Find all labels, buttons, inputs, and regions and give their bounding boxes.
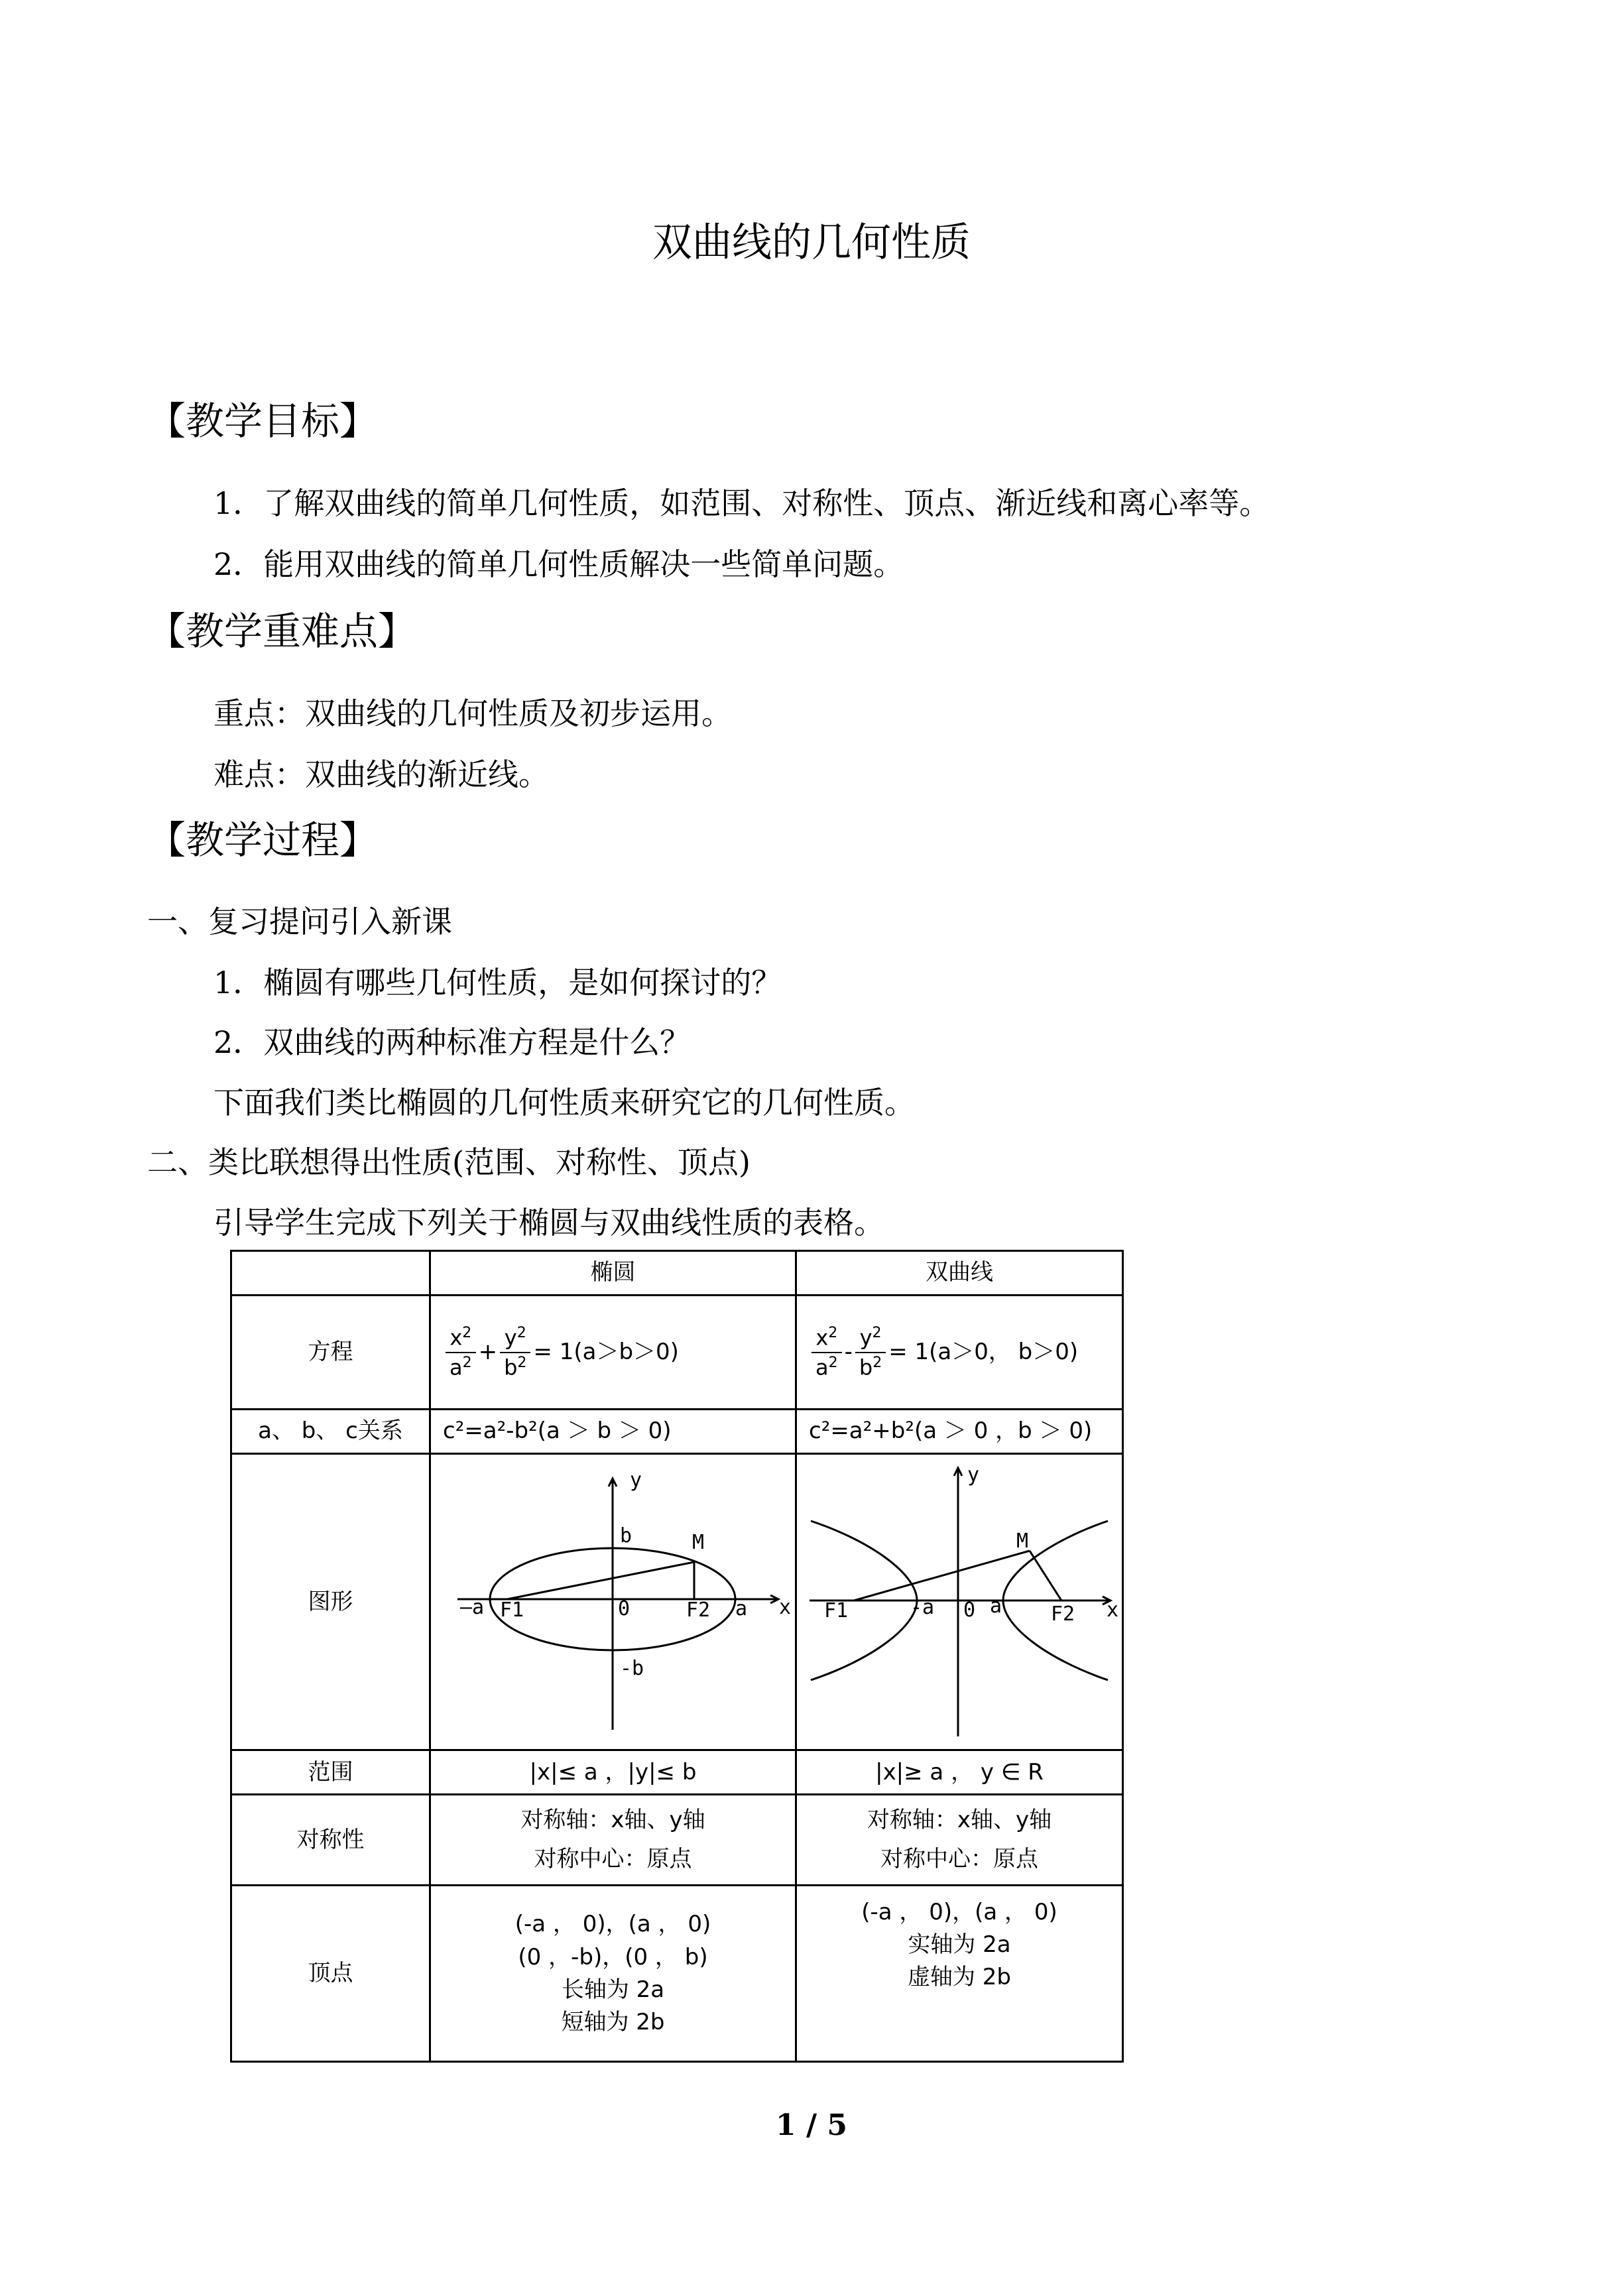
hyperbola-equation: $\frac{x^2}{a^2}$ - $\frac{y^2}{b^2}$ = 1(a＞0， b＞0) xyxy=(796,1296,1123,1410)
difficult-point: 难点：双曲线的渐近线。 xyxy=(213,756,549,792)
symmetry-center: 对称中心：原点 xyxy=(534,1846,692,1873)
f1-label: F1 xyxy=(824,1599,849,1622)
vertex-line: (0 ，-b)，(0 ， b) xyxy=(518,1943,708,1970)
origin-label: 0 xyxy=(618,1597,631,1620)
hyperbola-relation: c²=a²+b²(a ＞ 0 ，b ＞ 0) xyxy=(796,1410,1123,1454)
question-1: 1．椭圆有哪些几何性质，是如何探讨的？ xyxy=(213,965,782,1000)
hyperbola-vertex xyxy=(796,1886,1123,2062)
focal-radius-2 xyxy=(1030,1551,1061,1601)
section-heading-goals: 【教学目标】 xyxy=(147,398,379,444)
row-label-vertex: 顶点 xyxy=(231,1886,430,2062)
goal-item-2: 2．能用双曲线的简单几何性质解决一些简单问题。 xyxy=(213,546,904,582)
ellipse-equation: $\frac{x^2}{a^2}$ + $\frac{y^2}{b^2}$ = 1(a＞b＞0) xyxy=(430,1296,796,1410)
focal-radius-1 xyxy=(507,1562,694,1599)
vertex-line: 长轴为 2a xyxy=(561,1976,665,2003)
neg-b-label: -b xyxy=(620,1657,644,1680)
vertex-line: 实轴为 2a xyxy=(908,1931,1011,1959)
f2-label: F2 xyxy=(1051,1602,1075,1626)
ellipse-vertex xyxy=(430,1886,796,2062)
ellipse-range: |x|≤ a ，|y|≤ b xyxy=(430,1750,796,1795)
page-title: 双曲线的几何性质 xyxy=(652,219,971,266)
row-label-equation: 方程 xyxy=(231,1296,430,1410)
row-label-symmetry: 对称性 xyxy=(231,1795,430,1886)
comparison-table xyxy=(230,1250,1124,2063)
table-row-graph xyxy=(231,1454,1123,1750)
neg-a-label: -a xyxy=(910,1596,935,1619)
y-label: y xyxy=(967,1463,980,1486)
vertex-line: (-a ， 0)，(a ， 0) xyxy=(514,1911,711,1938)
header-empty xyxy=(231,1251,430,1296)
ellipse-symmetry xyxy=(430,1795,796,1886)
intro-text: 下面我们类比椭圆的几何性质来研究它的几何性质。 xyxy=(213,1085,915,1120)
y-label: y xyxy=(630,1469,642,1492)
symmetry-center: 对称中心：原点 xyxy=(880,1846,1038,1873)
ellipse-graph-cell xyxy=(430,1454,796,1750)
symmetry-axes: 对称轴：x轴、y轴 xyxy=(520,1807,705,1833)
origin-label: 0 xyxy=(963,1599,976,1622)
f2-label: F2 xyxy=(686,1599,711,1622)
hyperbola-graph-cell xyxy=(796,1454,1123,1750)
table-row-relation xyxy=(231,1410,1123,1454)
goal-item-1: 1．了解双曲线的简单几何性质，如范围、对称性、顶点、渐近线和离心率等。 xyxy=(213,485,1270,521)
table-row-symmetry xyxy=(231,1795,1123,1886)
row-label-relation: a、 b、 c关系 xyxy=(231,1410,430,1454)
a-label: a xyxy=(735,1597,748,1620)
hyperbola-graph xyxy=(798,1455,1121,1743)
neg-a-label: —a xyxy=(460,1596,485,1619)
hyperbola-range: |x|≥ a ， y ∈ R xyxy=(796,1750,1123,1795)
guide-text: 引导学生完成下列关于椭圆与双曲线性质的表格。 xyxy=(213,1205,884,1240)
section-heading-keys: 【教学重难点】 xyxy=(147,609,417,654)
vertex-line: 虚轴为 2b xyxy=(907,1964,1012,1991)
key-point: 重点：双曲线的几何性质及初步运用。 xyxy=(213,695,732,731)
header-ellipse: 椭圆 xyxy=(430,1251,796,1296)
section-heading-process: 【教学过程】 xyxy=(147,817,379,863)
table-row-range xyxy=(231,1750,1123,1795)
ellipse-graph xyxy=(432,1455,794,1743)
vertex-line: 短轴为 2b xyxy=(561,2008,665,2035)
hyperbola-symmetry xyxy=(796,1795,1123,1886)
table-row-vertex xyxy=(231,1886,1123,2062)
symmetry-axes: 对称轴：x轴、y轴 xyxy=(867,1807,1052,1833)
m-label: M xyxy=(1016,1530,1029,1553)
vertex-line: (-a ， 0)，(a ， 0) xyxy=(861,1899,1057,1926)
m-label: M xyxy=(692,1531,705,1554)
part-1-heading: 一、复习提问引入新课 xyxy=(147,904,452,939)
ellipse-relation: c²=a²-b²(a ＞ b ＞ 0) xyxy=(430,1410,796,1454)
x-label: x xyxy=(779,1596,792,1619)
table-row-equation xyxy=(231,1296,1123,1410)
part-2-heading: 二、类比联想得出性质(范围、对称性、顶点) xyxy=(147,1144,751,1180)
b-label: b xyxy=(620,1524,632,1547)
a-label: a xyxy=(990,1595,1002,1618)
row-label-range: 范围 xyxy=(231,1750,430,1795)
row-label-graph: 图形 xyxy=(231,1454,430,1750)
x-label: x xyxy=(1107,1599,1119,1622)
question-2: 2．双曲线的两种标准方程是什么？ xyxy=(213,1024,691,1060)
f1-label: F1 xyxy=(500,1599,524,1622)
header-hyperbola: 双曲线 xyxy=(796,1251,1123,1296)
page-number: 1 / 5 xyxy=(776,2108,847,2142)
table-header-row xyxy=(231,1251,1123,1296)
